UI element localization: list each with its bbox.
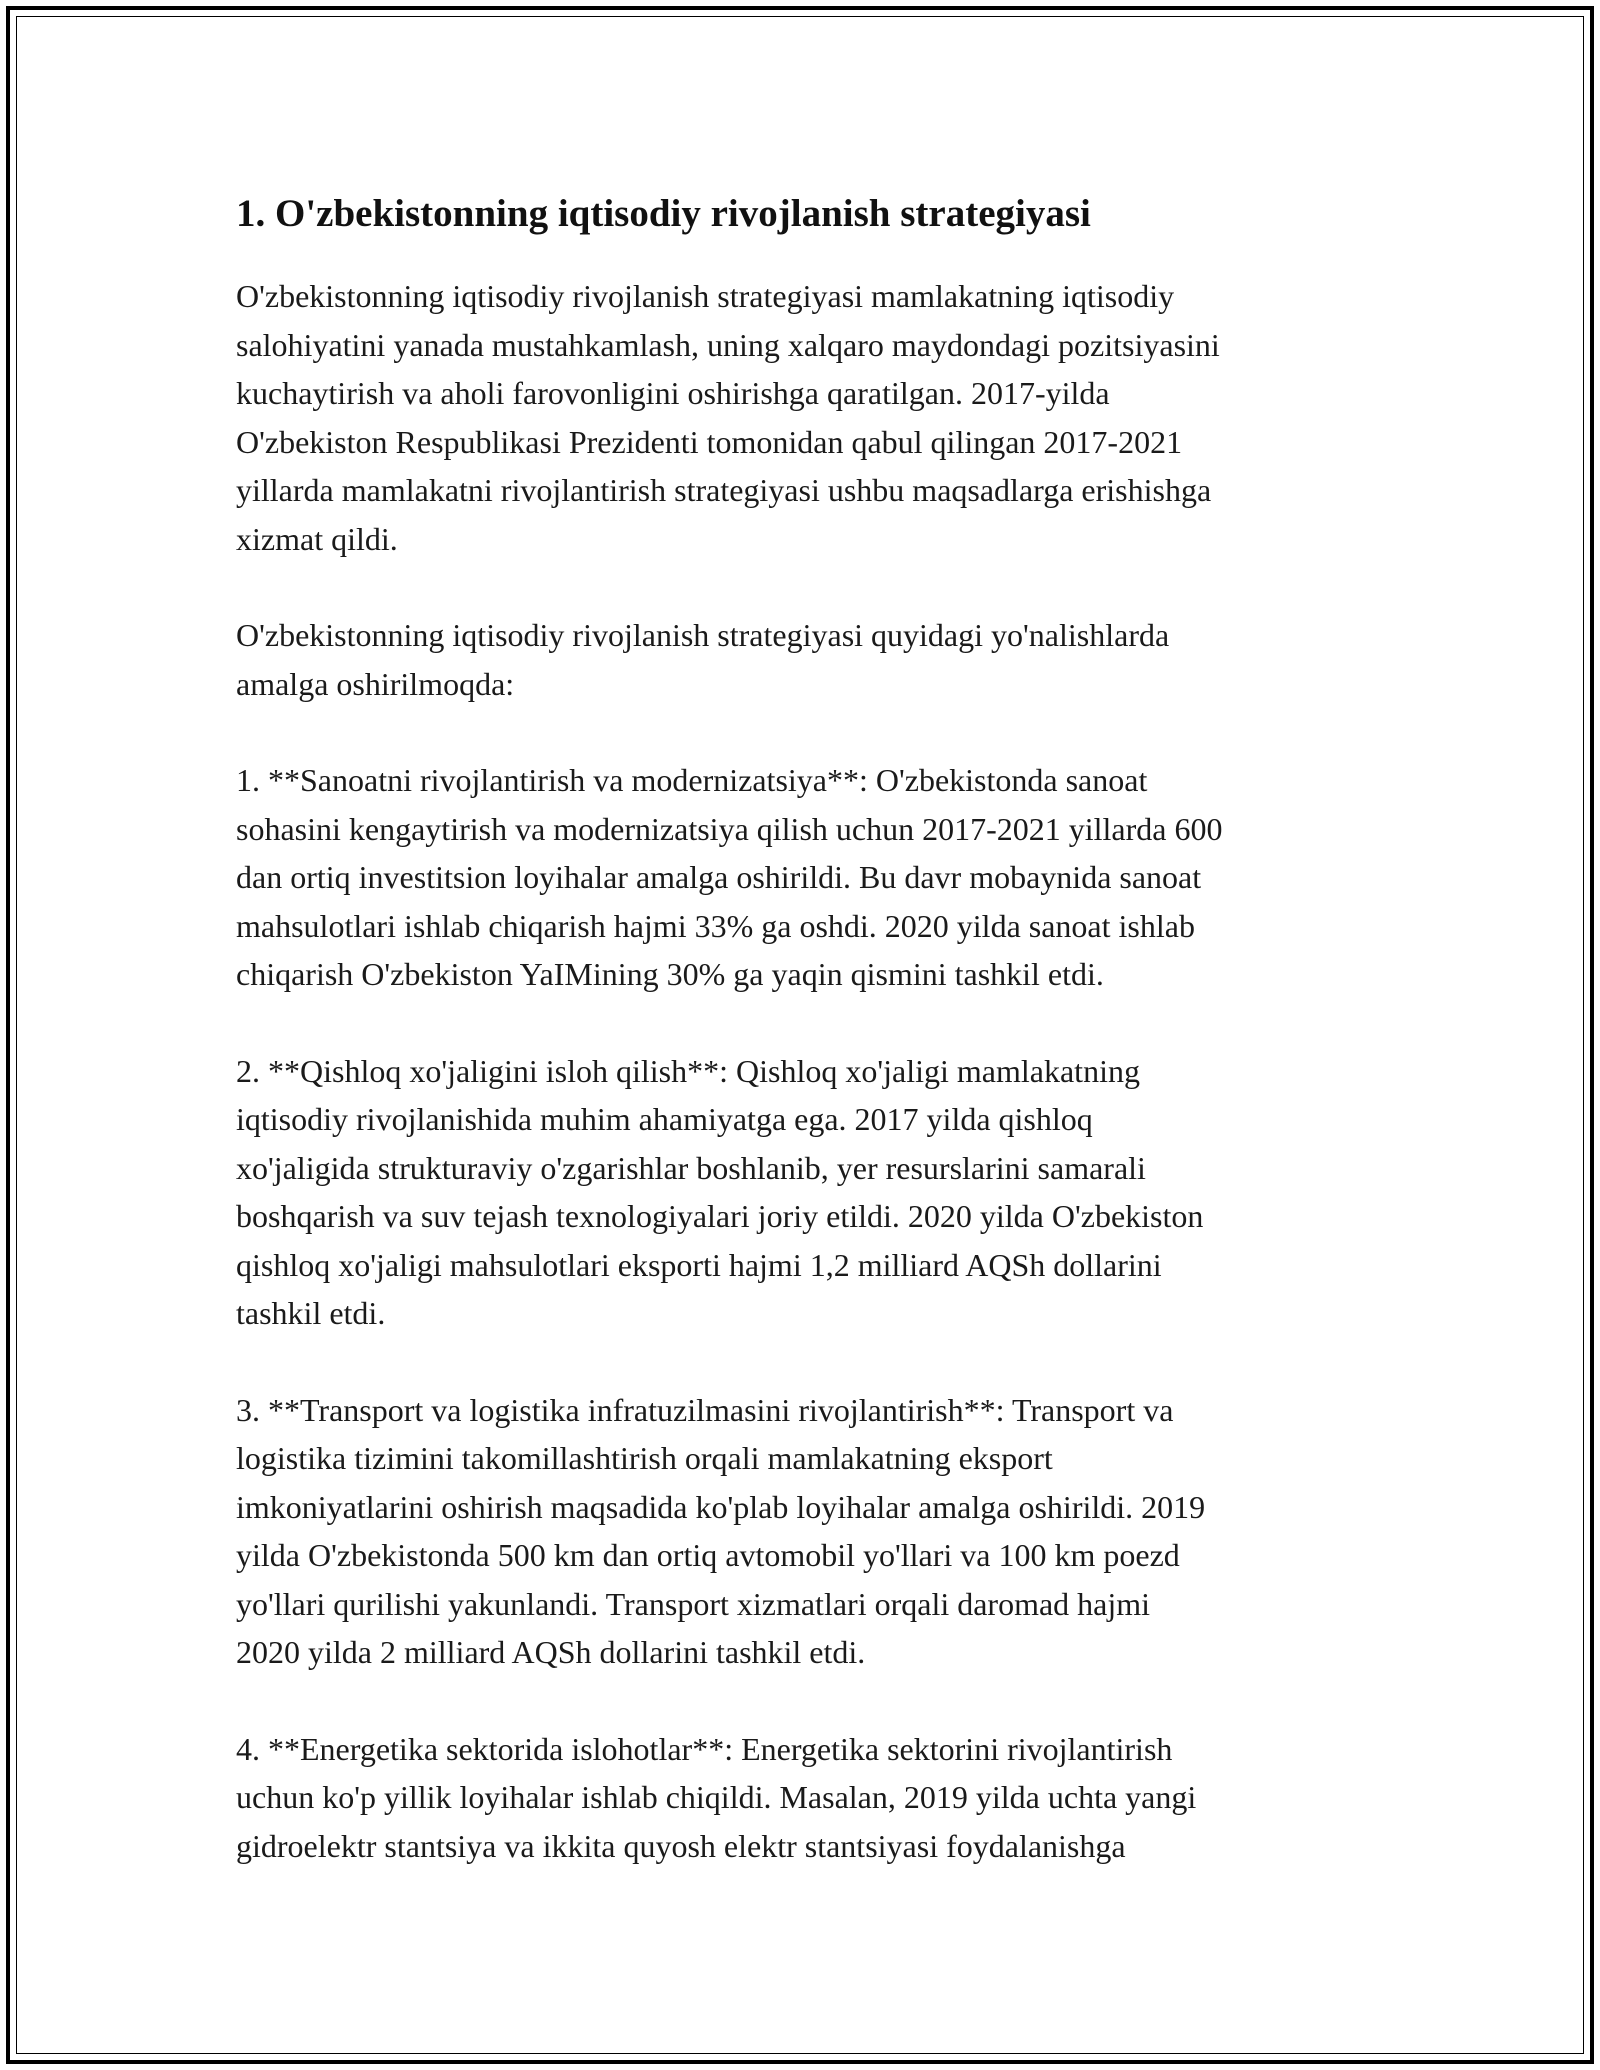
paragraph-energy: 4. **Energetika sektorida islohotlar**: Energetika sektorini rivojlantirish uchun ko'p yillik loyihalar ishlab chiqildi. Masalan, 2019 yilda uchta yangi gidroelektr stantsiya va ikkita quyosh elektr stantsiyasi foydalanishga <box>236 1730 1197 1864</box>
paragraph-intro: O'zbekistonning iqtisodiy rivojlanish strategiyasi mamlakatning iqtisodiy salohiyatini yanada mustahkamlash, uning xalqaro maydondagi pozitsiyasini kuchaytirish va aholi farovonligini oshirishga qaratilgan. 2017-yilda O'zbekiston Respublikasi Prezidenti tomonidan qabul qilingan 2017-2021 yillarda mamlakatni rivojlantirish strategiyasi ushbu maqsadlarga erishishga xizmat qildi. <box>236 278 1220 557</box>
paragraph-industry: 1. **Sanoatni rivojlantirish va modernizatsiya**: O'zbekistonda sanoat sohasini kengaytirish va modernizatsiya qilish uchun 2017-2021 yillarda 600 dan ortiq investitsion loyihalar amalga oshirildi. Bu davr mobaynida sanoat mahsulotlari ishlab chiqarish hajmi 33% ga oshdi. 2020 yilda sanoat ishlab chiqarish O'zbekiston YaIMining 30% ga yaqin qismini tashkil etdi. <box>236 762 1223 992</box>
paragraph-transport: 3. **Transport va logistika infratuzilmasini rivojlantirish**: Transport va logistika tizimini takomillashtirish orqali mamlakatning eksport imkoniyatlarini oshirish maqsadida ko'plab loyihalar amalga oshirildi. 2019 yilda O'zbekistonda 500 km dan ortiq avtomobil yo'llari va 100 km poezd yo'llari qurilishi yakunlandi. Transport xizmatlari orqali daromad hajmi 2020 yilda 2 milliard AQSh dollarini tashkil etdi. <box>236 1391 1206 1670</box>
document-body <box>236 186 1376 1918</box>
paragraph-agriculture: 2. **Qishloq xo'jaligini isloh qilish**: Qishloq xo'jaligi mamlakatning iqtisodiy rivojlanishida muhim ahamiyatga ega. 2017 yilda qishloq xo'jaligida strukturaviy o'zgarishlar boshlanib, yer resurslarini samarali boshqarish va suv tejash texnologiyalari joriy etildi. 2020 yilda O'zbekiston qishloq xo'jaligi mahsulotlari eksporti hajmi 1,2 milliard AQSh dollarini tashkil etdi. <box>236 1052 1204 1331</box>
paragraph-directions: O'zbekistonning iqtisodiy rivojlanish strategiyasi quyidagi yo'nalishlarda amalga oshirilmoqda: <box>236 617 1170 702</box>
document-title: 1. O'zbekistonning iqtisodiy rivojlanish strategiyasi <box>236 192 1091 235</box>
